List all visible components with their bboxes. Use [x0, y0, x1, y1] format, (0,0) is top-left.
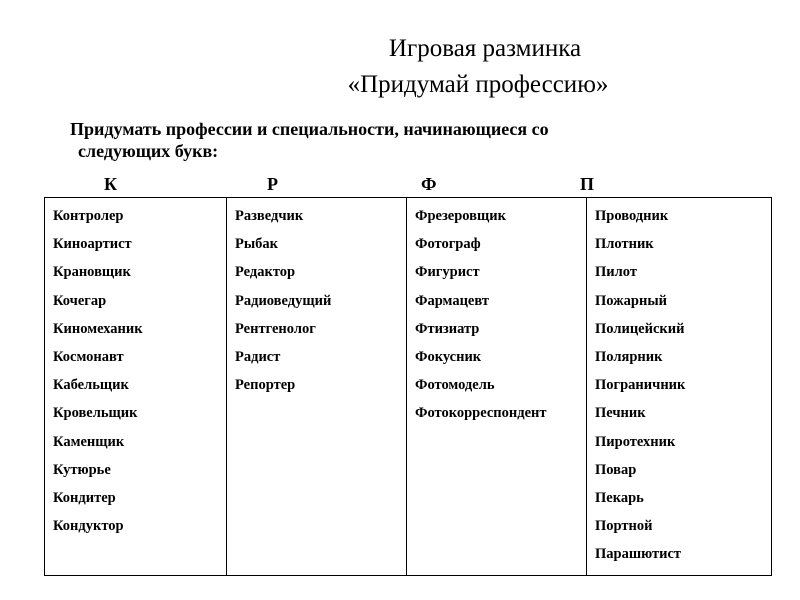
- letter-r: Р: [267, 174, 278, 194]
- table-row: [45, 198, 772, 576]
- list-item: Контролер: [53, 208, 124, 224]
- list-item: Рентгенолог: [235, 320, 316, 337]
- list-item: Кондуктор: [53, 518, 124, 535]
- list-item: Каменщик: [53, 433, 125, 450]
- list-item: Полицейский: [595, 320, 685, 337]
- list-item: Фармацевт: [415, 292, 489, 309]
- list-item: Пекарь: [595, 490, 644, 507]
- list-item: Фтизиатр: [415, 320, 480, 337]
- list-item: Крановщик: [53, 264, 131, 281]
- column-k: [45, 198, 227, 576]
- list-item: Проводник: [595, 208, 669, 224]
- list-item: Фотограф: [415, 236, 481, 253]
- list-item: Пожарный: [595, 292, 668, 309]
- column-p: [587, 198, 772, 576]
- letter-f: Ф: [421, 174, 437, 194]
- column-f: [407, 198, 587, 576]
- list-item: Печник: [595, 405, 646, 422]
- title-line-2: «Придумай профессию»: [347, 71, 609, 98]
- letter-k: К: [104, 174, 118, 194]
- list-item: Фокусник: [415, 349, 482, 366]
- list-item: Киноартист: [53, 236, 132, 253]
- list-item: Киномеханик: [53, 320, 143, 337]
- list-item: Портной: [595, 518, 653, 535]
- list-item: Фотомодель: [415, 377, 495, 394]
- list-item: Полярник: [595, 349, 663, 366]
- letter-headers: [0, 172, 800, 196]
- instruction-line-2: следующих букв:: [78, 141, 219, 161]
- list-item: Радиоведущий: [235, 292, 332, 309]
- list-item: Парашютист: [595, 546, 682, 563]
- list-item: Фигурист: [415, 264, 480, 281]
- list-item: Космонавт: [53, 349, 124, 366]
- list-item: Кровельщик: [53, 405, 138, 422]
- list-item: Пилот: [595, 264, 637, 281]
- list-item: Пиротехник: [595, 433, 676, 450]
- list-item: Кондитер: [53, 490, 116, 507]
- letter-p: П: [580, 174, 595, 194]
- instruction-line-1: Придумать профессии и специальности, начинающиеся со: [70, 119, 549, 139]
- list-item: Репортер: [235, 377, 296, 394]
- instruction-text: [70, 118, 750, 162]
- list-item: Плотник: [595, 236, 654, 253]
- list-item: Фотокорреспондент: [415, 405, 547, 422]
- list-item: Радист: [235, 349, 281, 366]
- list-item: Рыбак: [235, 236, 279, 253]
- list-item: Кочегар: [53, 292, 107, 309]
- list-item: Разведчик: [235, 208, 304, 224]
- list-item: Фрезеровщик: [415, 208, 506, 224]
- list-item: Пограничник: [595, 377, 686, 394]
- list-item: Кутюрье: [53, 461, 111, 478]
- list-item: Редактор: [235, 264, 296, 281]
- list-item: Кабельщик: [53, 377, 129, 394]
- title-line-1: Игровая разминка: [388, 35, 582, 62]
- list-item: Повар: [595, 461, 637, 478]
- professions-table: [44, 197, 772, 576]
- column-r: [227, 198, 407, 576]
